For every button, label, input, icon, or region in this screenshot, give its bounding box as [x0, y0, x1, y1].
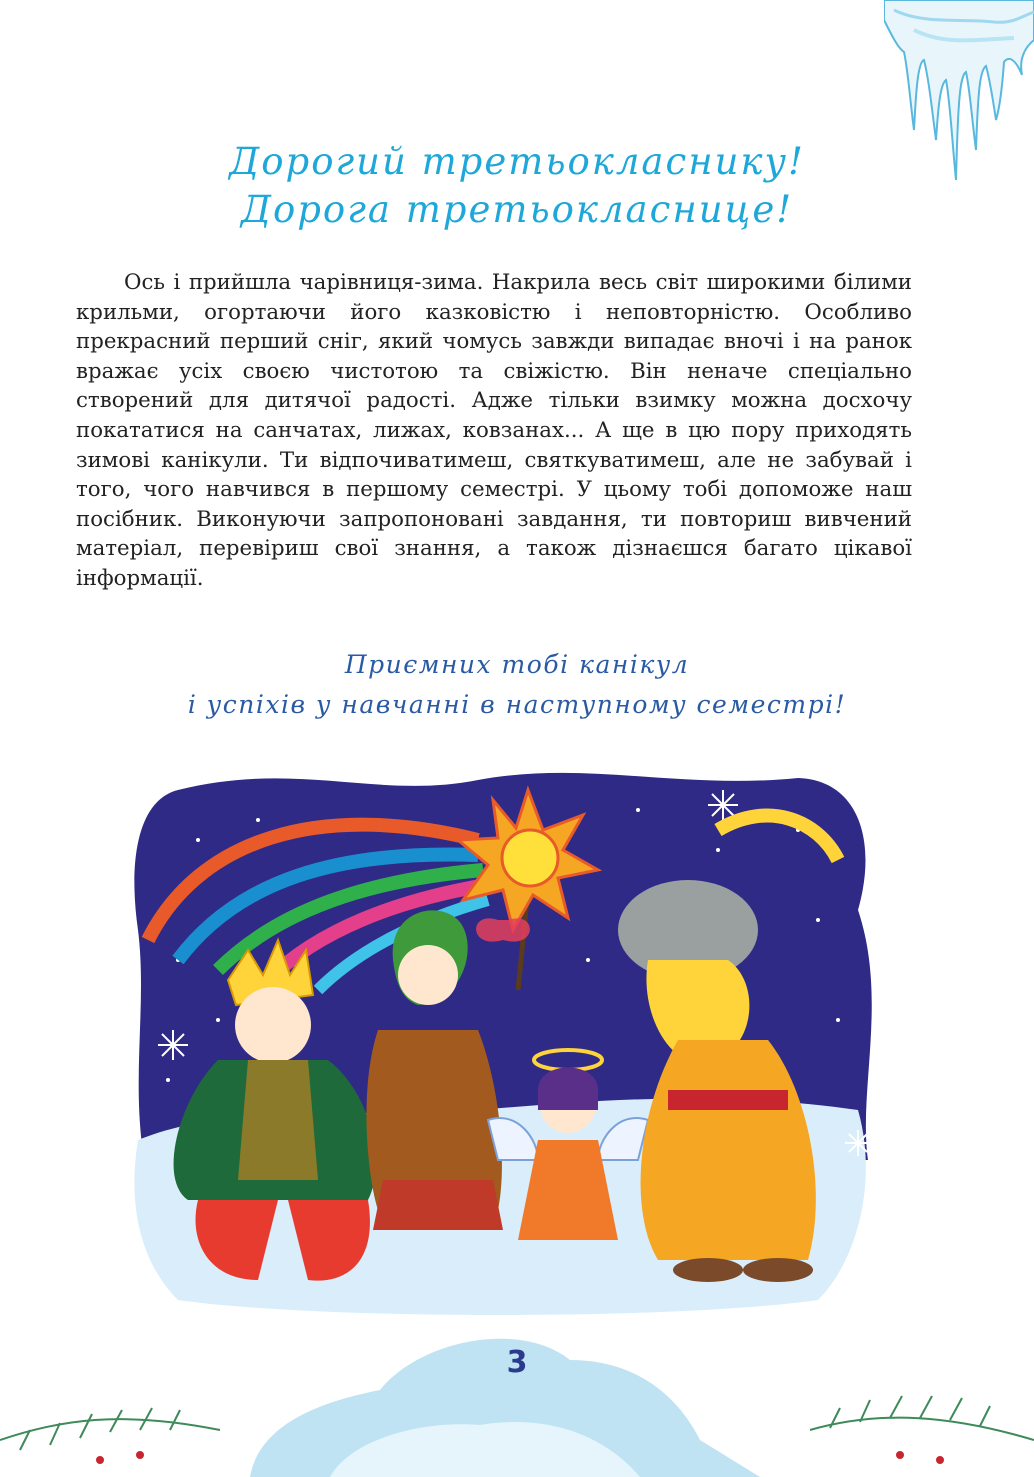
wish-line-1: Приємних тобі канікул	[344, 650, 690, 679]
page-title	[0, 138, 1034, 234]
carolers-illustration	[118, 760, 888, 1320]
title-line-1: Дорогий третьокласнику!	[229, 140, 805, 183]
wish-text	[0, 645, 1034, 725]
wish-line-2: і успіхів у навчанні в наступному семестрі!	[187, 690, 847, 719]
intro-paragraph: Ось і прийшла чарівниця-зима. Накрила весь світ широкими білими крильми, огортаючи його казковістю і неповторністю. Особливо прекрасний перший сніг, який чомусь завжди випадає вночі і на ранок вражає усіх своєю чистотою та свіжістю. Він неначе спеціально створений для дитячої радості. Адже тільки взимку можна досхочу покататися на санчатах, лижах, ковзанах... А ще в цю пору приходять зимові канікули. Ти відпочиватимеш, святкуватимеш, але не забувай і того, чого навчився в першому семестрі. У цьому тобі допоможе наш посібник. Виконуючи запропоновані завдання, ти повториш вивчений матеріал, перевіриш свої знання, а також дізнаєшся багато цікавої інформації.	[76, 270, 912, 591]
title-line-2: Дорога третьокласнице!	[240, 188, 794, 231]
snowy-branches-footer	[0, 1320, 1034, 1477]
page-number: 3	[506, 1345, 528, 1380]
